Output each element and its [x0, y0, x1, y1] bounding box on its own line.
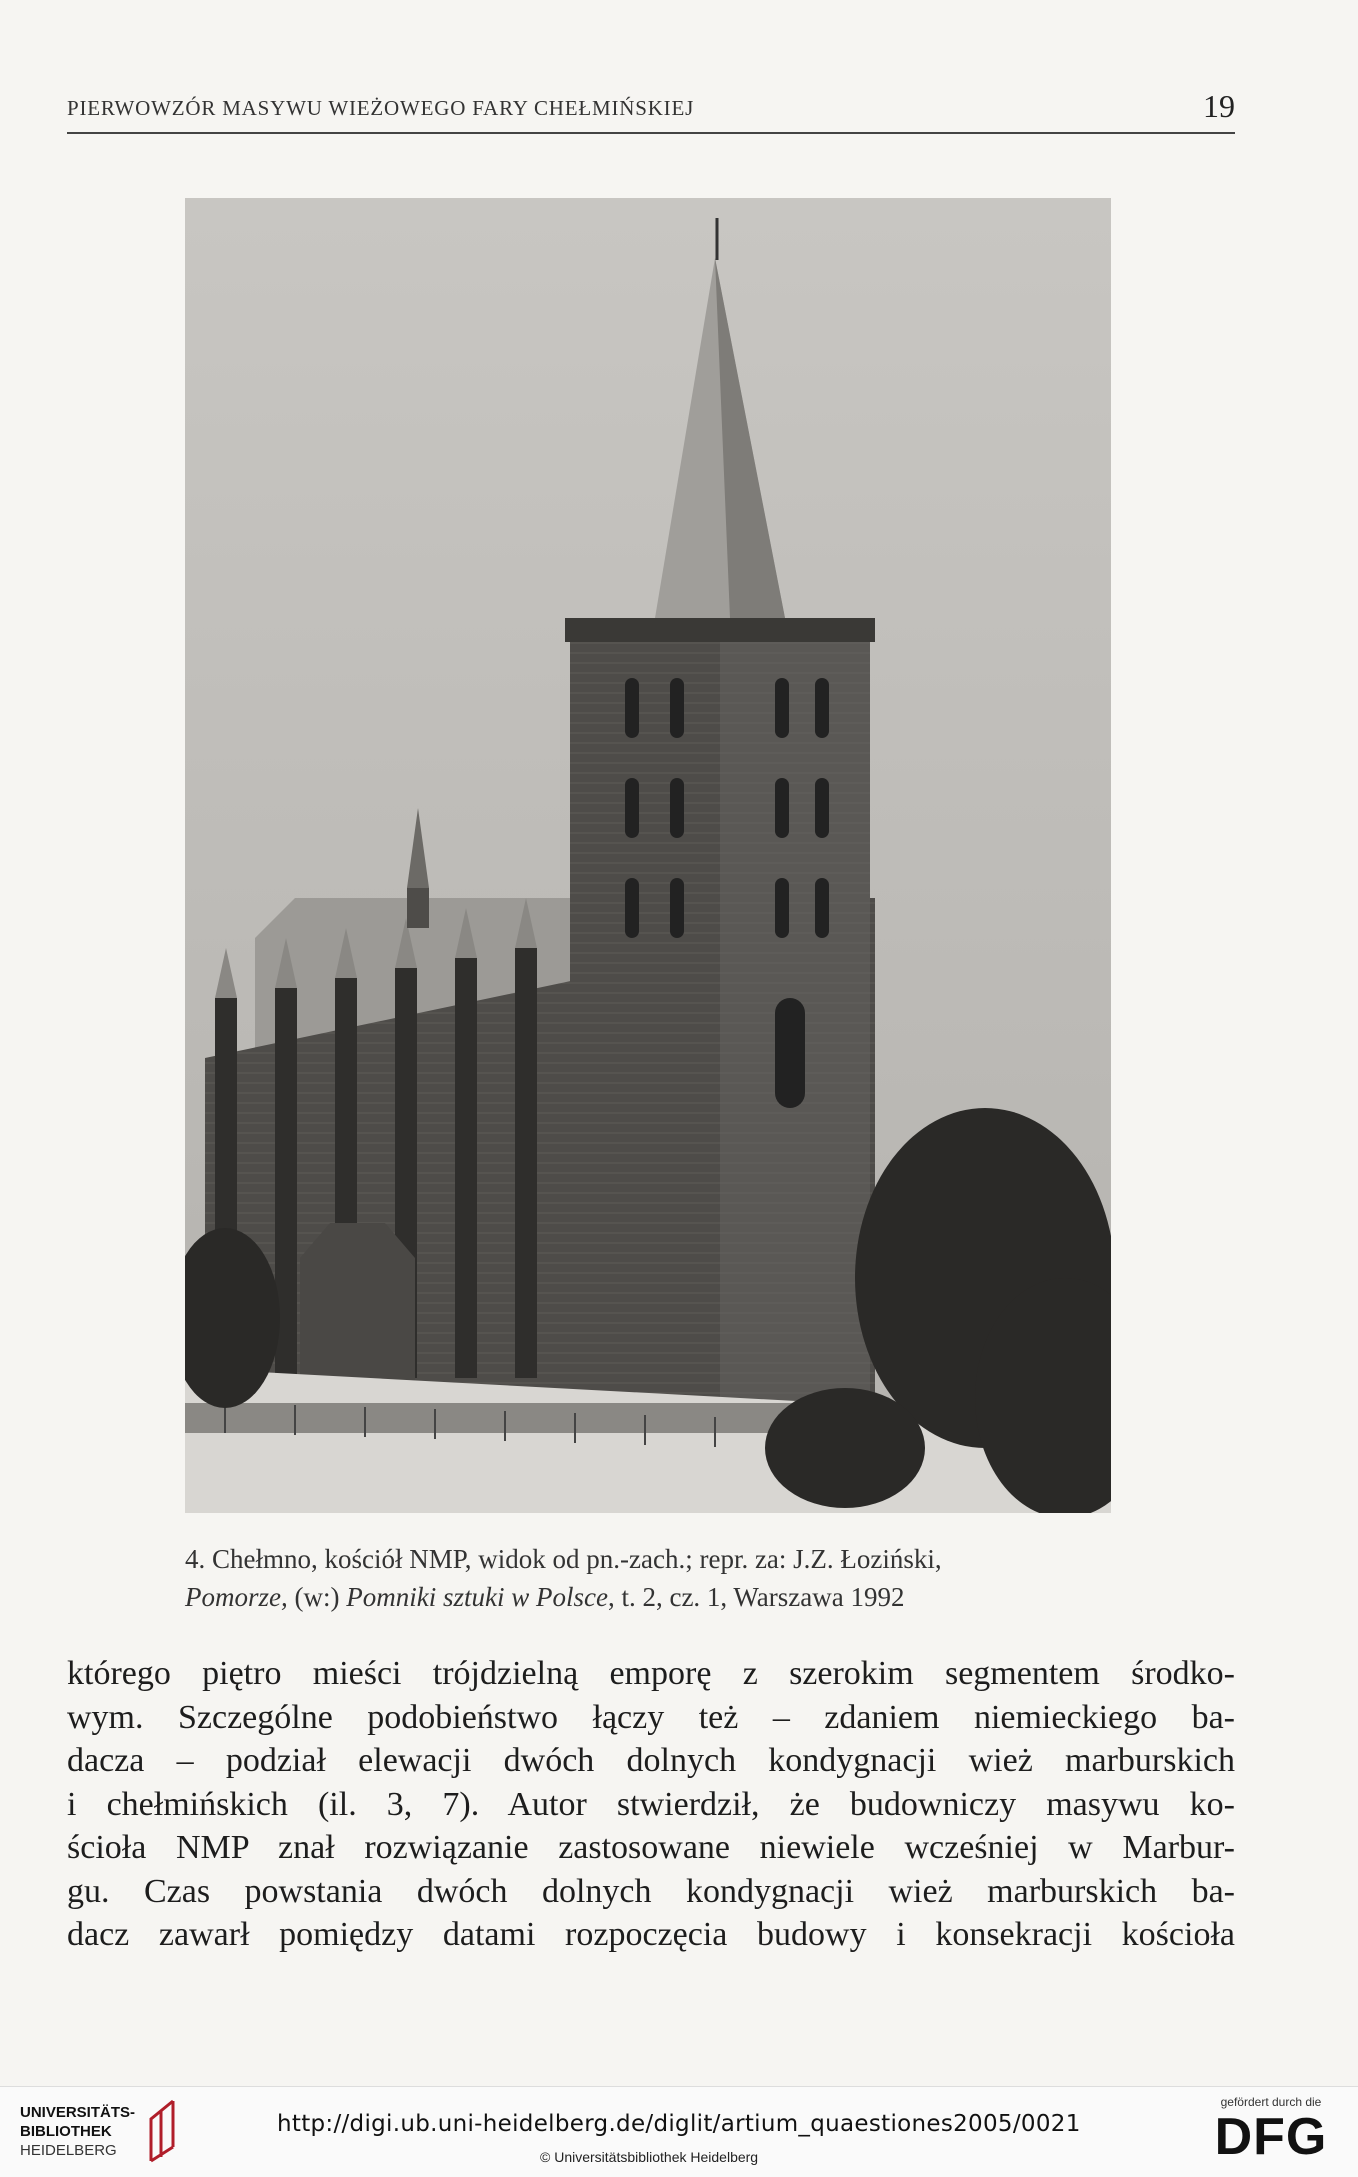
digitization-footer — [0, 2086, 1358, 2177]
library-name-line1: UNIVERSITÄTS- — [20, 2104, 136, 2121]
body-line: wym. Szczególne podobieństwo łączy też – zdaniem niemieckiego ba- — [67, 1698, 1235, 1736]
library-name-line3: HEIDELBERG — [20, 2142, 117, 2159]
caption-line-1: 4. Chełmno, kościół NMP, widok od pn.-zach.; repr. za: J.Z. Łoziński, — [185, 1544, 942, 1574]
citation-url-link[interactable]: http://digi.ub.uni-heidelberg.de/diglit/artium_quaestiones2005/0021 — [277, 2111, 1081, 2137]
copyright-notice: © Universitätsbibliothek Heidelberg — [540, 2149, 759, 2165]
caption-line-2 — [185, 1578, 1115, 1616]
caption-book-title: Pomniki sztuki w Polsce — [346, 1582, 608, 1612]
dfg-wordmark: DFG — [1214, 2108, 1328, 2166]
balustrade — [185, 1403, 805, 1433]
body-line: i chełmińskich (il. 3, 7). Autor stwierdził, że budowniczy masywu ko- — [67, 1785, 1235, 1823]
page-number: 19 — [1203, 88, 1235, 124]
running-title: PIERWOWZÓR MASYWU WIEŻOWEGO FARY CHEŁMIŃSKIEJ — [67, 96, 695, 120]
caption-text: (w:) — [287, 1582, 347, 1612]
caption-series-title: Pomorze, — [185, 1582, 288, 1612]
church-illustration — [185, 198, 1111, 1513]
dfg-logo[interactable] — [1196, 2095, 1346, 2175]
church-photograph — [185, 198, 1111, 1513]
funded-by-label: gefördert durch die — [1220, 2095, 1322, 2109]
caption-publication: , t. 2, cz. 1, Warszawa 1992 — [607, 1582, 905, 1612]
figure-caption — [185, 1540, 1115, 1616]
header-rule — [67, 132, 1235, 134]
body-line: ścioła NMP znał rozwiązanie zastosowane niewiele wcześniej w Marbur- — [67, 1829, 1235, 1866]
body-paragraph — [67, 1652, 1235, 1957]
body-line: dacza – podział elewacji dwóch dolnych kondygnacji wież marburskich — [67, 1742, 1235, 1779]
library-emblem-icon — [143, 2097, 183, 2167]
body-line: gu. Czas powstania dwóch dolnych kondygnacji wież marburskich ba- — [67, 1872, 1235, 1910]
porch — [300, 1223, 415, 1398]
body-line: którego piętro mieści trójdzielną emporę z szerokim segmentem środko- — [67, 1655, 1235, 1692]
library-name-line2: BIBLIOTHEK — [20, 2123, 112, 2140]
body-line: dacz zawarł pomiędzy datami rozpoczęcia budowy i konsekracji kościoła — [67, 1916, 1235, 1953]
